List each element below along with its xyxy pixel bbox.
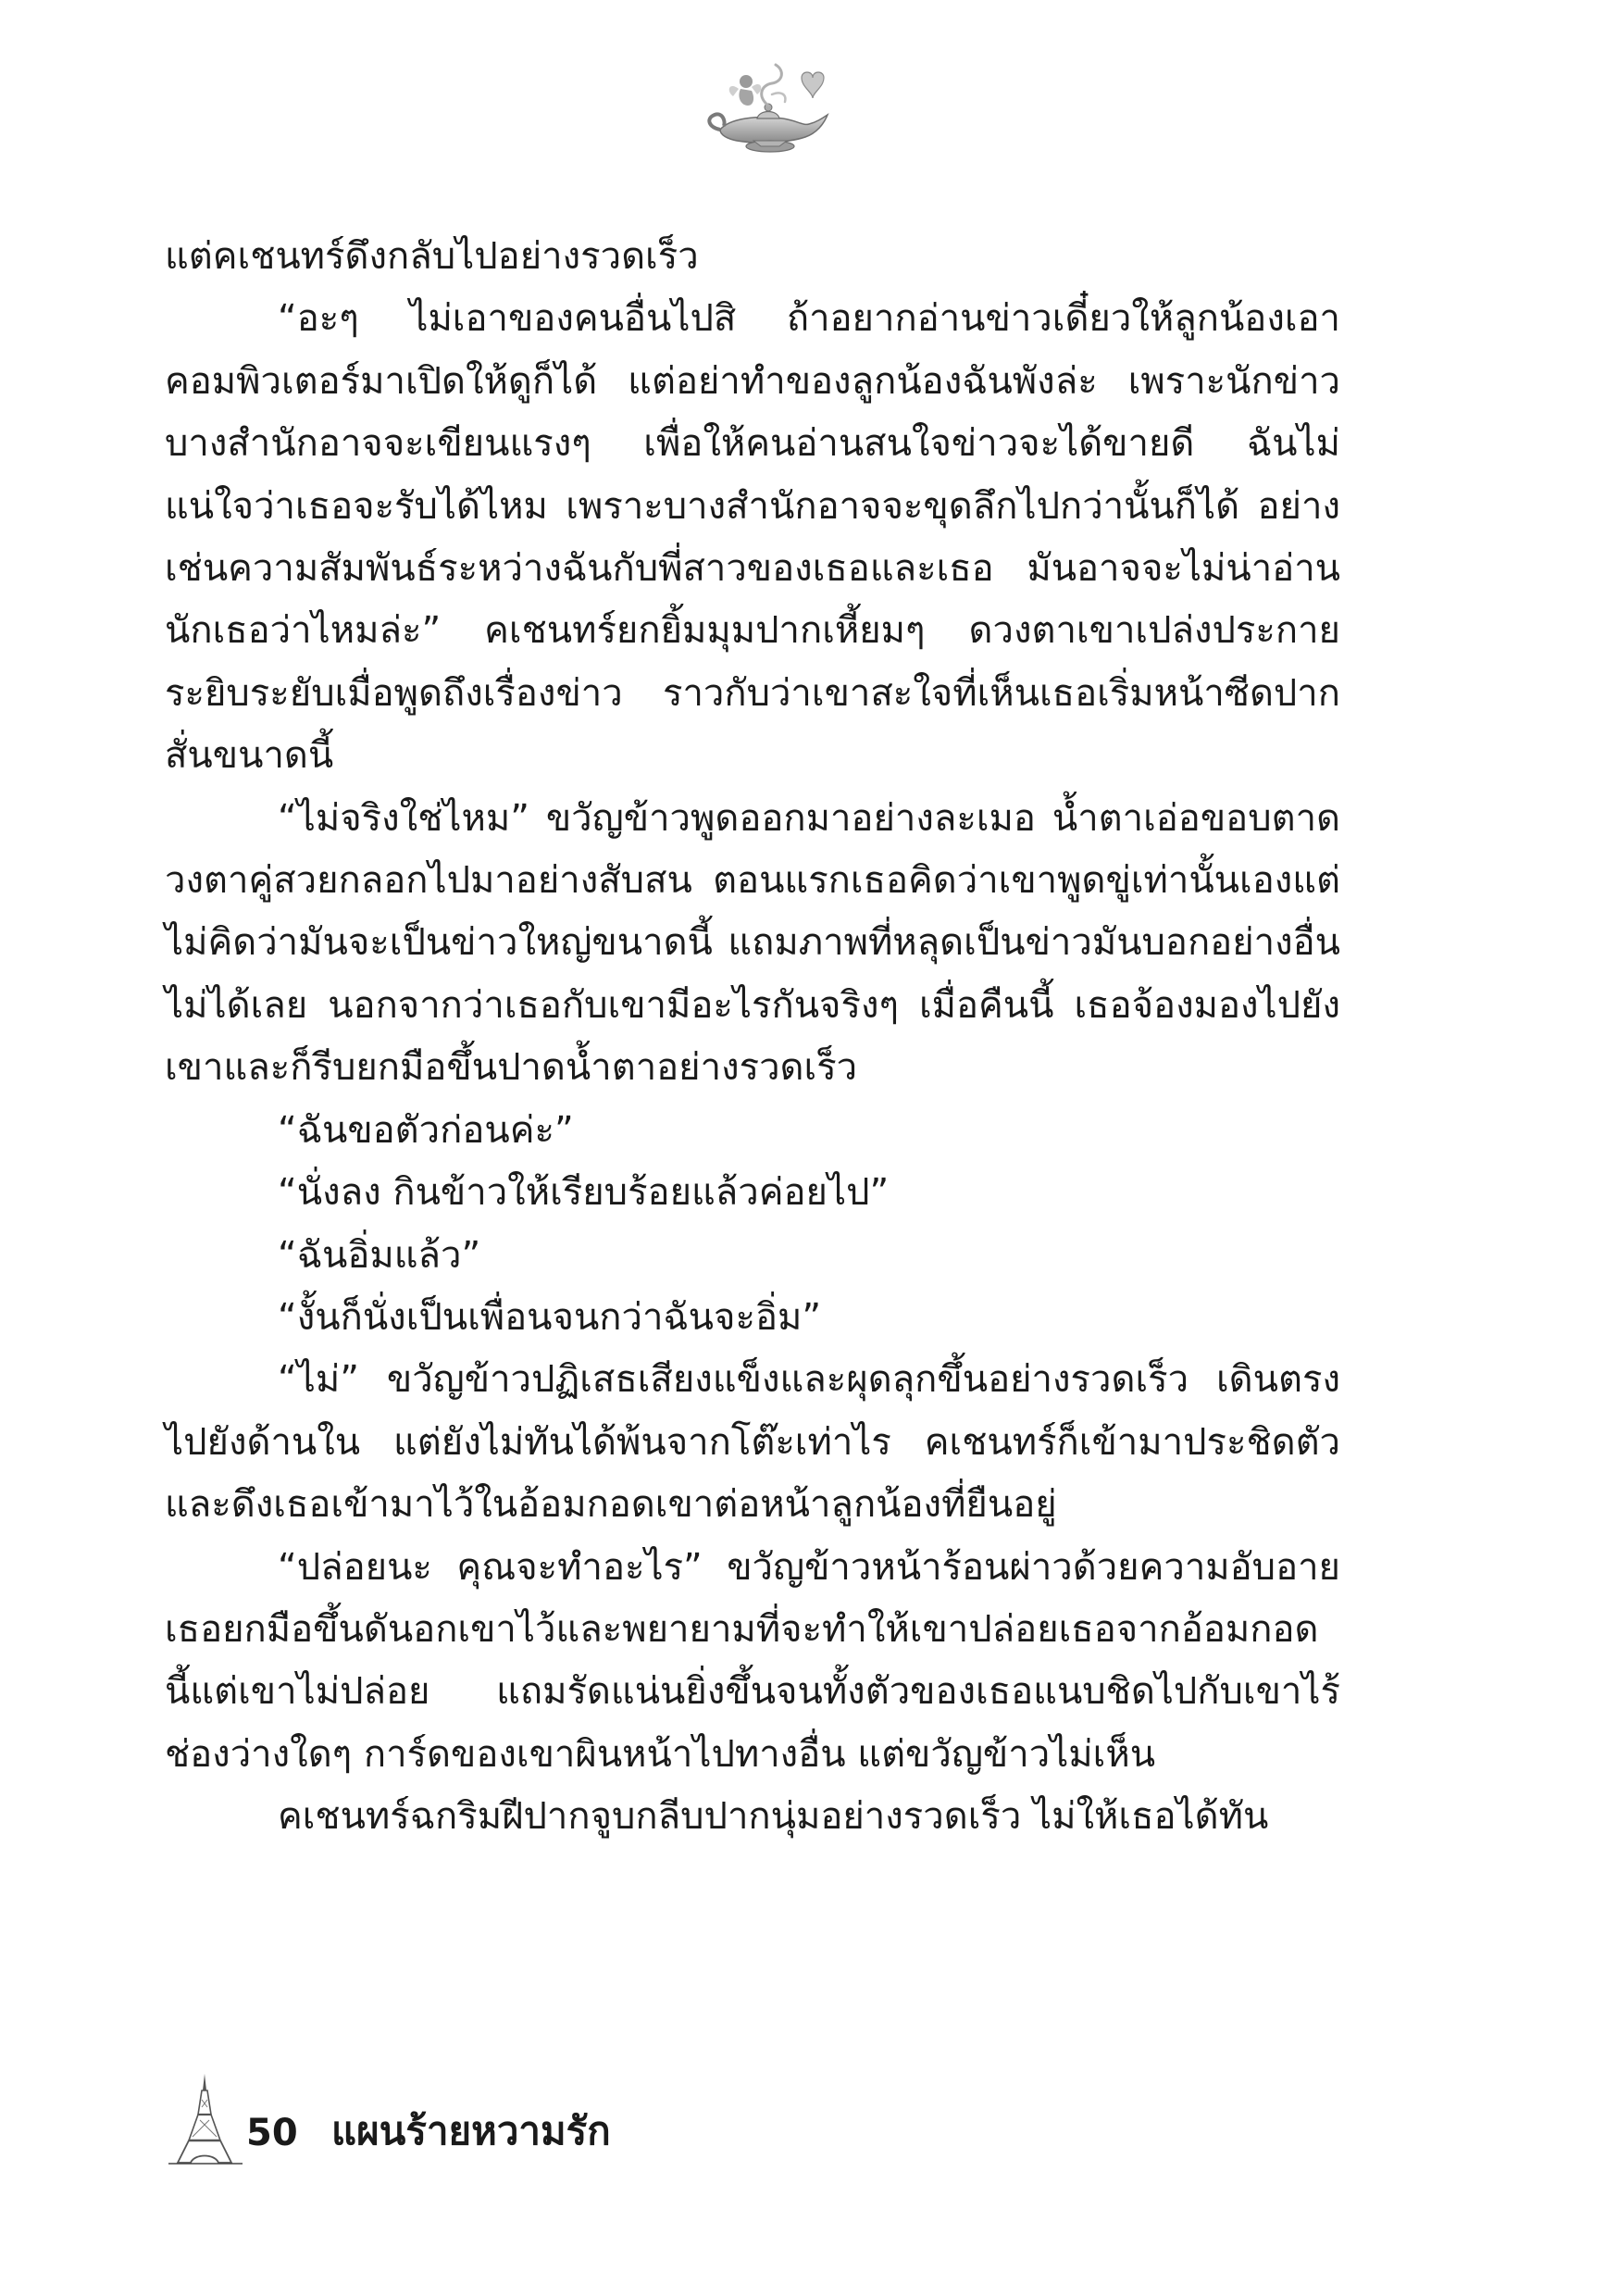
paragraph: “ไม่” ขวัญข้าวปฏิเสธเสียงแข็งและผุดลุกขึ้นอย่างรวดเร็ว เดินตรงไปยังด้านใน แต่ยังไม่ทันได้พ้นจากโต๊ะเท่าไร คเชนทร์ก็เข้ามาประชิดตัวและดึงเธอเข้ามาไว้ในอ้อมกอดเขาต่อหน้าลูกน้องที่ยืนอยู่ — [165, 1358, 1340, 1527]
paragraph: “ไม่จริงใช่ไหม” ขวัญข้าวพูดออกมาอย่างละเมอ น้ำตาเอ่อขอบตาดวงตาคู่สวยกลอกไปมาอย่างสับสน ตอนแรกเธอคิดว่าเขาพูดขู่เท่านั้นเองแต่ไม่คิดว่ามันจะเป็นข่าวใหญ่ขนาดนี้ แถมภาพที่หลุดเป็นข่าวมันบอกอย่างอื่นไม่ได้เลย นอกจากว่าเธอกับเขามีอะไรกันจริงๆ เมื่อคืนนี้ เธอจ้องมองไปยังเขาและก็รีบยกมือขึ้นปาดน้ำตาอย่างรวดเร็ว — [165, 796, 1340, 1090]
eiffel-tower-icon — [165, 2072, 244, 2165]
paragraph: “ฉันขอตัวก่อนค่ะ” — [278, 1108, 574, 1152]
paragraph: แต่คเชนทร์ดึงกลับไปอย่างรวดเร็ว — [165, 235, 699, 278]
book-title: แผนร้ายหวามรัก — [331, 2108, 611, 2153]
paragraph: “ปล่อยนะ คุณจะทำอะไร” ขวัญข้าวหน้าร้อนผ่าวด้วยความอับอายเธอยกมือขึ้นดันอกเขาไว้และพยายามที่จะทำให้เขาปล่อยเธอจากอ้อมกอดนี้แต่เขาไม่ปล่อย แถมรัดแน่นยิ่งขึ้นจนทั้งตัวของเธอแนบชิดไปกับเขาไร้ช่องว่างใดๆ การ์ดของเขาผินหน้าไปทางอื่น แต่ขวัญข้าวไม่เห็น — [165, 1545, 1340, 1776]
paragraph: “นั่งลง กินข้าวให้เรียบร้อยแล้วค่อยไป” — [278, 1171, 890, 1215]
paragraph: “ฉันอิ่มแล้ว” — [278, 1233, 481, 1277]
genie-lamp-ornament-icon — [692, 54, 840, 165]
paragraph: “งั้นก็นั่งเป็นเพื่อนจนกว่าฉันจะอิ่ม” — [278, 1295, 822, 1339]
page-footer — [165, 2072, 813, 2174]
paragraph: “อะๆ ไม่เอาของคนอื่นไปสิ ถ้าอยากอ่านข่าวเดี๋ยวให้ลูกน้องเอาคอมพิวเตอร์มาเปิดให้ดูก็ได้ แต่อย่าทำของลูกน้องฉันพังล่ะ เพราะนักข่าวบางสำนักอาจจะเขียนแรงๆ เพื่อให้คนอ่านสนใจข่าวจะได้ขายดี ฉันไม่แน่ใจว่าเธอจะรับได้ไหม เพราะบางสำนักอาจจะขุดลึกไปกว่านั้นก็ได้ อย่างเช่นความสัมพันธ์ระหว่างฉันกับพี่สาวของเธอและเธอ มันอาจจะไม่น่าอ่านนักเธอว่าไหมล่ะ” คเชนทร์ยกยิ้มมุมปากเหี้ยมๆ ดวงตาเขาเปล่งประกายระยิบระยับเมื่อพูดถึงเรื่องข่าว ราวกับว่าเขาสะใจที่เห็นเธอเริ่มหน้าซีดปากสั่นขนาดนี้ — [165, 297, 1340, 778]
paragraph: คเชนทร์ฉกริมฝีปากจูบกลีบปากนุ่มอย่างรวดเร็ว ไม่ให้เธอได้ทัน — [278, 1795, 1269, 1839]
page-number: 50 — [246, 2112, 298, 2154]
body-text — [165, 226, 1340, 1849]
